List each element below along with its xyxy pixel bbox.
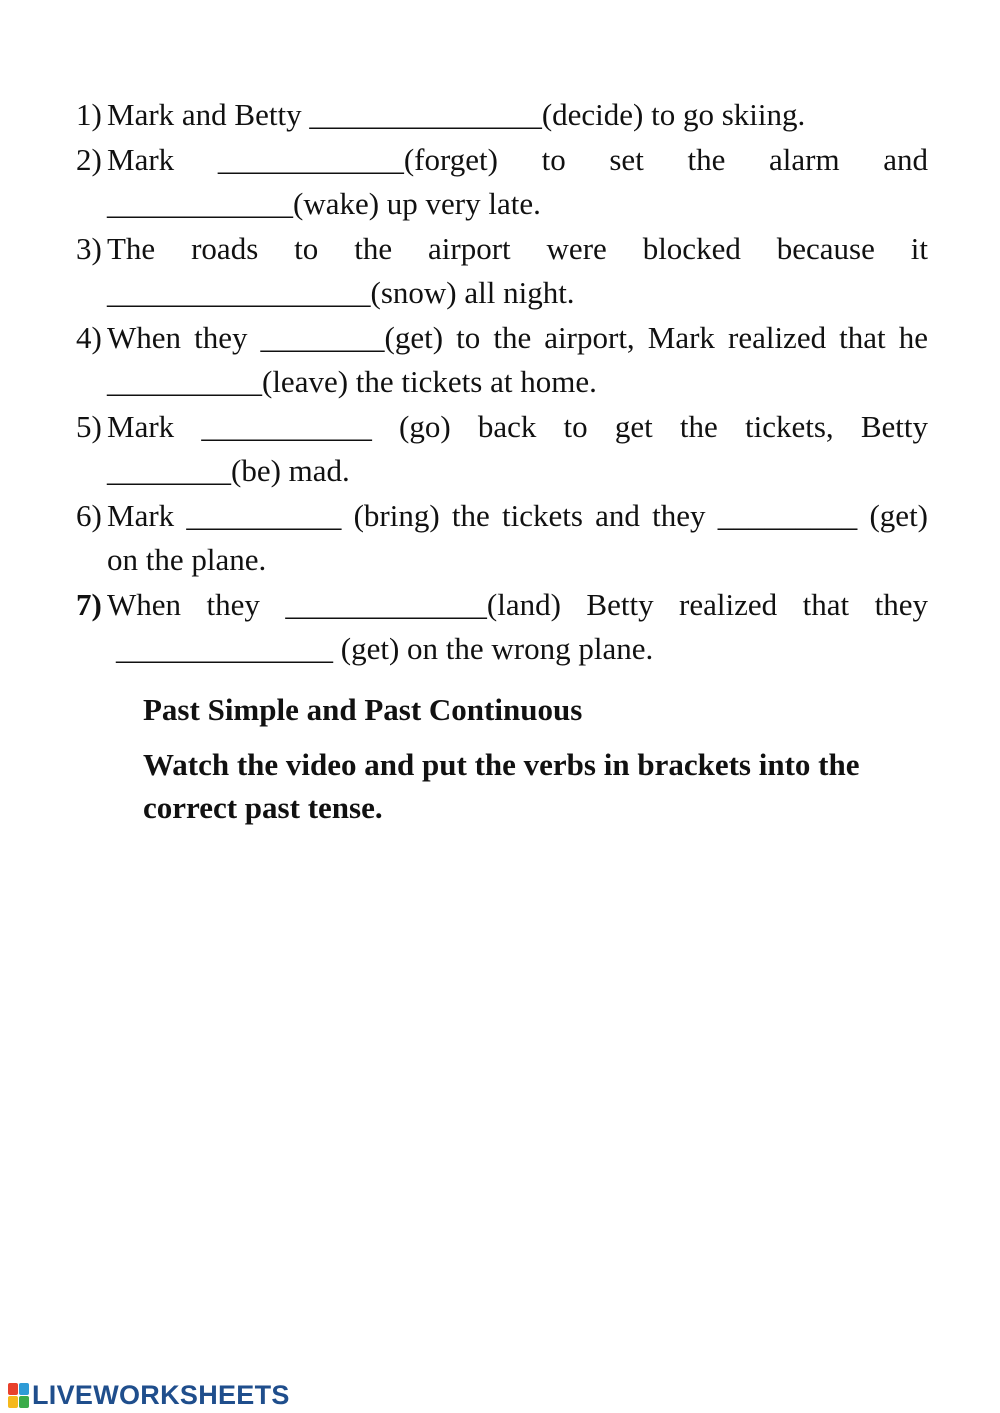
logo-tile	[8, 1396, 18, 1408]
exercise-item-5	[76, 405, 928, 494]
item-number: 3)	[76, 230, 102, 266]
exercise-item-4	[76, 316, 928, 405]
item-text: Mark ___________ (go) back to get the tickets, Betty ________(be) mad.	[107, 408, 928, 488]
logo-tile	[8, 1383, 18, 1395]
exercise-item-6	[76, 494, 928, 583]
liveworksheets-logo[interactable]	[8, 1378, 290, 1412]
item-text: Mark ____________(forget) to set the alarm and ____________(wake) up very late.	[107, 141, 928, 221]
logo-tile	[19, 1383, 29, 1395]
exercise-item-1	[76, 93, 928, 138]
item-number: 1)	[76, 97, 102, 132]
item-number: 4)	[76, 319, 102, 355]
item-text: The roads to the airport were blocked because it _________________(snow) all night.	[107, 230, 928, 310]
item-number: 7)	[76, 586, 102, 622]
item-text: When they ________(get) to the airport, Mark realized that he __________(leave) the tickets at home.	[107, 319, 928, 399]
exercise-item-2	[76, 138, 928, 227]
item-text: Mark and Betty _______________(decide) to go skiing.	[107, 97, 806, 132]
exercise-item-3	[76, 227, 928, 316]
logo-tile	[19, 1396, 29, 1408]
item-text: When they _____________(land) Betty realized that they ______________ (get) on the wrong plane.	[107, 586, 928, 666]
exercise-list	[76, 93, 928, 672]
item-number: 5)	[76, 408, 102, 444]
liveworksheets-logo-icon	[8, 1383, 29, 1408]
item-number: 2)	[76, 141, 102, 177]
section-instructions: Watch the video and put the verbs in brackets into the correct past tense.	[143, 747, 860, 825]
item-number: 6)	[76, 497, 102, 533]
exercise-item-7	[76, 583, 928, 672]
item-text: Mark __________ (bring) the tickets and they _________ (get) on the plane.	[107, 497, 928, 577]
section-title: Past Simple and Past Continuous	[143, 692, 583, 727]
logo-text: LIVEWORKSHEETS	[32, 1380, 290, 1410]
